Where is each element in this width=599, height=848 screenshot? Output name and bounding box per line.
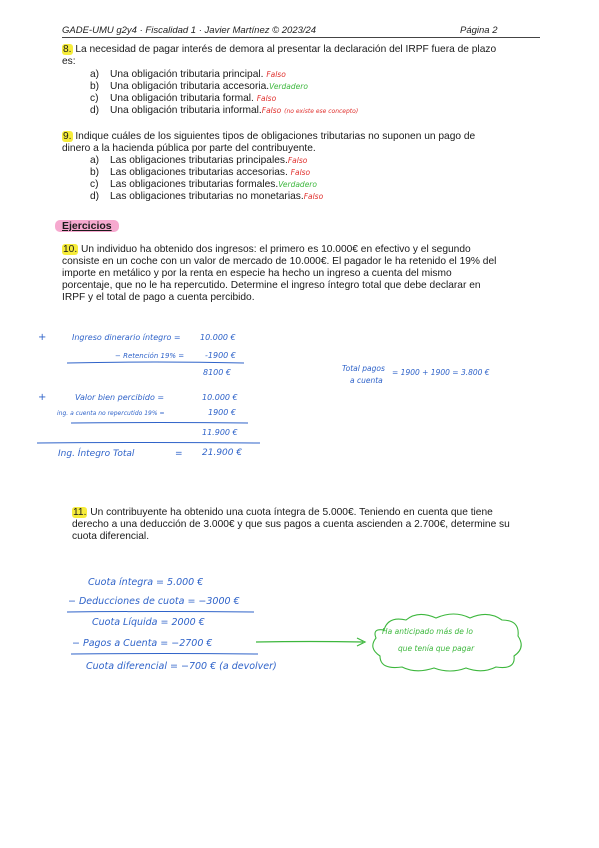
answer-mark: Falso <box>303 192 324 201</box>
sum-line <box>66 610 256 614</box>
question-number: 8. <box>63 44 72 55</box>
option-9b: b) Las obligaciones tributarias accesorias. Falso <box>90 167 311 178</box>
question-number: 11. <box>73 507 87 518</box>
pagos-label: Total pagos <box>342 364 385 373</box>
question-text: La necesidad de pagar interés de demora al presentar la declaración del IRPF fuera de plazo <box>75 44 497 55</box>
work-label: Valor bien percibido = <box>75 393 165 402</box>
answer-mark: Verdadero <box>278 180 317 189</box>
page-header-title: GADE-UMU g2y4 · Fiscalidad 1 · Javier Martínez © 2023/24 <box>62 25 317 36</box>
work-label: Ingreso dinerario íntegro = <box>72 333 181 342</box>
total-line <box>36 441 262 445</box>
work-line: Cuota diferencial = −700 € (a devolver) <box>86 661 277 672</box>
plus-sign: + <box>38 332 47 343</box>
question-9 <box>62 131 562 143</box>
work-value: 1900 € <box>208 408 236 417</box>
option-9a: a) Las obligaciones tributarias principales.Falso <box>90 155 308 166</box>
cloud-note-line: que tenía que pagar <box>398 644 475 653</box>
question-text-line: IRPF y el total de pago a cuenta percibido. <box>62 292 255 303</box>
answer-mark: Falso <box>287 156 308 165</box>
section-title: Ejercicios <box>55 220 119 232</box>
work-value: 8100 € <box>203 368 231 377</box>
work-value: 10.000 € <box>200 333 236 342</box>
sum-line <box>70 421 250 425</box>
question-11: 11. Un contribuyente ha obtenido una cuota íntegra de 5.000€. Teniendo en cuenta que tiene <box>73 507 493 518</box>
option-8a: a) Una obligación tributaria principal. Falso <box>90 69 286 80</box>
question-text-line: porcentaje, que no le ha repercutido. Determine el ingreso íntegro total que debe declarar en <box>62 280 481 291</box>
question-text-line: importe en metálico y por la renta en especie ha hecho un ingreso a cuenta del mismo <box>62 268 452 279</box>
answer-mark: Falso <box>290 168 311 177</box>
option-9c: c) Las obligaciones tributarias formales.Verdadero <box>90 179 317 190</box>
question-8 <box>62 44 562 56</box>
question-text: Indique cuáles de los siguientes tipos de obligaciones tributarias no suponen un pago de <box>75 131 476 142</box>
answer-mark: Falso <box>256 94 277 103</box>
work-value: 10.000 € <box>202 393 238 402</box>
cloud-note-line: Ha anticipado más de lo <box>382 627 473 636</box>
work-line: Cuota Líquida = 2000 € <box>92 617 205 628</box>
question-number: 10. <box>63 244 78 255</box>
work-line: − Deducciones de cuota = −3000 € <box>68 596 240 607</box>
option-8b: b) Una obligación tributaria accesoria.Verdadero <box>90 81 308 92</box>
option-9d: d) Las obligaciones tributarias no monetarias.Falso <box>90 191 324 202</box>
page-number: Página 2 <box>460 25 498 36</box>
sum-line <box>70 652 260 656</box>
answer-note: (no existe ese concepto) <box>284 108 359 115</box>
question-text-line: cuota diferencial. <box>72 531 150 542</box>
sum-line <box>66 361 246 365</box>
total-eq: = <box>175 449 183 459</box>
work-line: Cuota íntegra = 5.000 € <box>88 577 204 588</box>
header-rule <box>62 37 540 38</box>
question-number: 9. <box>63 131 72 142</box>
work-label: − Retención 19% = <box>115 352 185 360</box>
option-8c: c) Una obligación tributaria formal. Falso <box>90 93 277 104</box>
option-8d: d) Una obligación tributaria informal.Falso (no existe ese concepto) <box>90 105 359 116</box>
pagos-value: = 1900 + 1900 = 3.800 € <box>392 368 490 377</box>
work-value: -1900 € <box>205 351 236 360</box>
total-value: 21.900 € <box>202 448 243 458</box>
plus-sign: + <box>38 392 47 403</box>
answer-mark: Verdadero <box>269 82 308 91</box>
work-line: − Pagos a Cuenta = −2700 € <box>72 638 213 649</box>
work-value: 11.900 € <box>202 428 238 437</box>
work-label: ing. a cuenta no repercutido 19% = <box>57 410 165 417</box>
arrow-right-icon <box>255 636 370 648</box>
pagos-label-cont: a cuenta <box>350 376 383 385</box>
answer-mark: Falso <box>261 106 282 115</box>
answer-mark: Falso <box>266 70 286 79</box>
question-text-cont: es: <box>62 56 76 67</box>
question-text-cont: dinero a la hacienda pública por parte del contribuyente. <box>62 143 316 154</box>
cloud-icon <box>366 612 526 674</box>
question-text-line: consiste en un coche con un valor de mercado de 10.000€. El pagador le ha retenido el 19% del <box>62 256 497 267</box>
question-10: 10. Un individuo ha obtenido dos ingresos: el primero es 10.000€ en efectivo y el segundo <box>63 244 471 255</box>
question-text-line: derecho a una deducción de 3.000€ y que sus pagos a cuenta ascienden a 2.700€, determine su <box>72 519 510 530</box>
total-label: Ing. Íntegro Total <box>58 449 135 459</box>
